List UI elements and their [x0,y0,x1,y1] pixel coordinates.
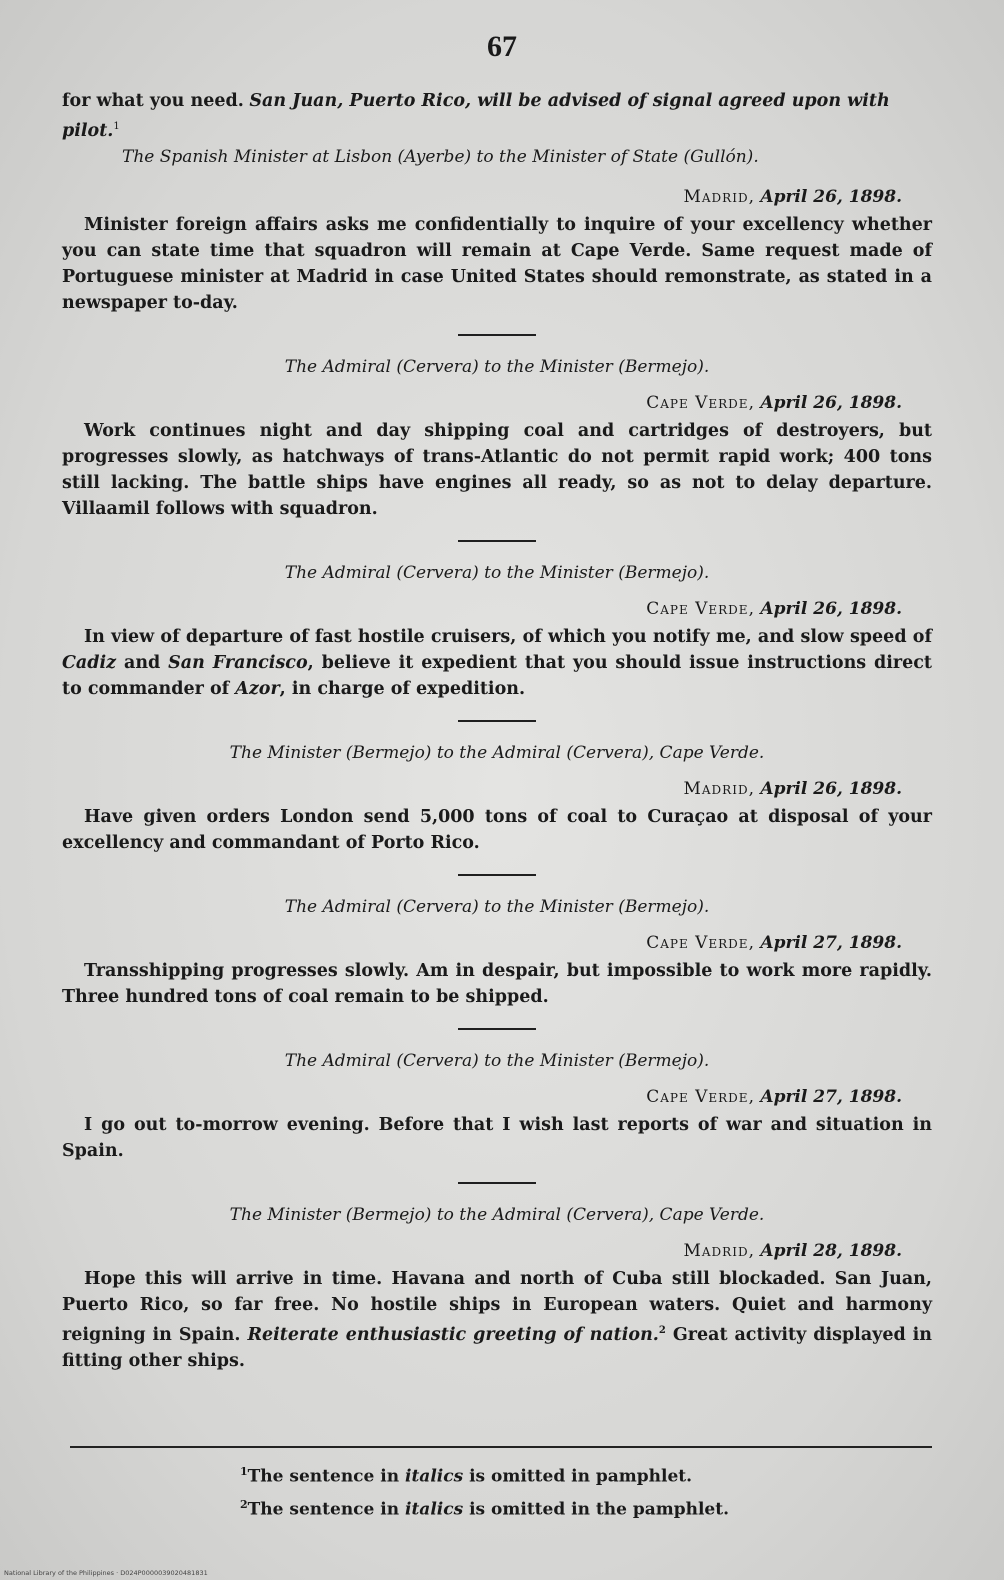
italic-sentence: Reiterate enthusiastic greeting of nation. [247,1324,659,1345]
body-part: , believe it expedient that you should issue instructions direct to commander of [62,652,932,699]
page-content [62,88,932,1374]
dateline-date: April 28, 1898. [760,1240,902,1261]
footnotes [240,1458,890,1523]
dateline [62,390,932,416]
footnote-rule [70,1446,932,1448]
opening-paragraph [62,88,932,144]
message-heading: The Admiral (Cervera) to the Minister (Bermejo). [284,896,710,917]
dateline [62,184,932,210]
message-body: Have given orders London send 5,000 tons of coal to Curaçao at disposal of your excellency and commandant of Porto Rico. [62,806,932,853]
body-part: Great activity displayed in fitting other ships. [62,1324,933,1371]
ship-name: San Francisco [168,652,308,673]
dateline [62,776,932,802]
footnote-ref-2: 2 [658,1324,666,1336]
ship-name: Azor [235,678,280,699]
body-part: Hope this will arrive in time. Havana and north of Cuba still blockaded. San Juan, Puerto Rico, so far free. No hostile ships in European waters. Quiet and harmony reigning in Spain. [62,1268,932,1345]
footnote [240,1458,890,1491]
dateline [62,930,932,956]
separator-rule [458,540,536,542]
footnote-mark: 2 [240,1497,248,1511]
message-heading: The Spanish Minister at Lisbon (Ayerbe) to the Minister of State (Gullón). [122,146,759,167]
dateline-place: Madrid, [683,1240,755,1261]
message-body [62,624,932,702]
dateline-date: April 26, 1898. [760,778,902,799]
page-number: 67 [487,30,517,63]
dateline-place: Cape Verde, [646,392,755,413]
footnote-emphasis: italics [405,1499,464,1520]
separator-rule [458,334,536,336]
dateline-place: Madrid, [683,778,755,799]
body-part: and [116,652,169,673]
dateline-date: April 26, 1898. [760,186,902,207]
message-heading: The Admiral (Cervera) to the Minister (Bermejo). [284,356,710,377]
dateline [62,596,932,622]
message-heading: The Minister (Bermejo) to the Admiral (Cervera), Cape Verde. [229,1204,765,1225]
separator-rule [458,720,536,722]
footnote-emphasis: italics [405,1466,464,1487]
footnote-text: is omitted in pamphlet. [463,1466,693,1487]
dateline-place: Cape Verde, [646,932,755,953]
footnote [240,1491,890,1524]
message-body [62,1266,932,1374]
dateline-date: April 26, 1898. [760,598,902,619]
library-watermark: National Library of the Philippines · D024P0000039020481831 [4,1569,208,1577]
message-body: Minister foreign affairs asks me confidentially to inquire of your excellency whether you can state time that squadron will remain at Cape Verde. Same request made of Portuguese minister at Madrid in case United States should remonstrate, as stated in a newspaper to-day. [62,214,932,313]
ship-name: Cadiz [62,652,117,673]
message-body: I go out to-morrow evening. Before that I wish last reports of war and situation in Spain. [62,1114,932,1161]
dateline [62,1238,932,1264]
dateline-date: April 27, 1898. [760,932,902,953]
dateline-place: Madrid, [683,186,755,207]
opening-italic-text: San Juan, Puerto Rico, will be advised of signal agreed upon with pilot. [62,91,890,141]
message-heading: The Admiral (Cervera) to the Minister (Bermejo). [284,562,710,583]
separator-rule [458,874,536,876]
body-part: , in charge of expedition. [279,678,526,699]
dateline-date: April 27, 1898. [760,1086,902,1107]
dateline-place: Cape Verde, [646,598,755,619]
message-heading: The Minister (Bermejo) to the Admiral (Cervera), Cape Verde. [229,742,765,763]
dateline-date: April 26, 1898. [760,392,902,413]
footnote-text: is omitted in the pamphlet. [463,1499,730,1520]
separator-rule [458,1182,536,1184]
separator-rule [458,1028,536,1030]
footnote-text: The sentence in [247,1466,405,1487]
message-body: Work continues night and day shipping coal and cartridges of destroyers, but progresses slowly, as hatchways of trans-Atlantic do not permit rapid work; 400 tons still lacking. The battle ships have engines all ready, so as not to delay departure. Villaamil follows with squadron. [62,420,932,519]
message-heading: The Admiral (Cervera) to the Minister (Bermejo). [284,1050,710,1071]
footnote-ref-1: 1 [113,121,120,132]
dateline-place: Cape Verde, [646,1086,755,1107]
opening-text: for what you need. [62,91,244,111]
footnote-text: The sentence in [247,1499,405,1520]
body-part: In view of departure of fast hostile cruisers, of which you notify me, and slow speed of [84,626,932,647]
footnote-mark: 1 [240,1465,248,1478]
dateline [62,1084,932,1110]
message-body: Transshipping progresses slowly. Am in despair, but impossible to work more rapidly. Three hundred tons of coal remain to be shipped. [62,960,932,1007]
